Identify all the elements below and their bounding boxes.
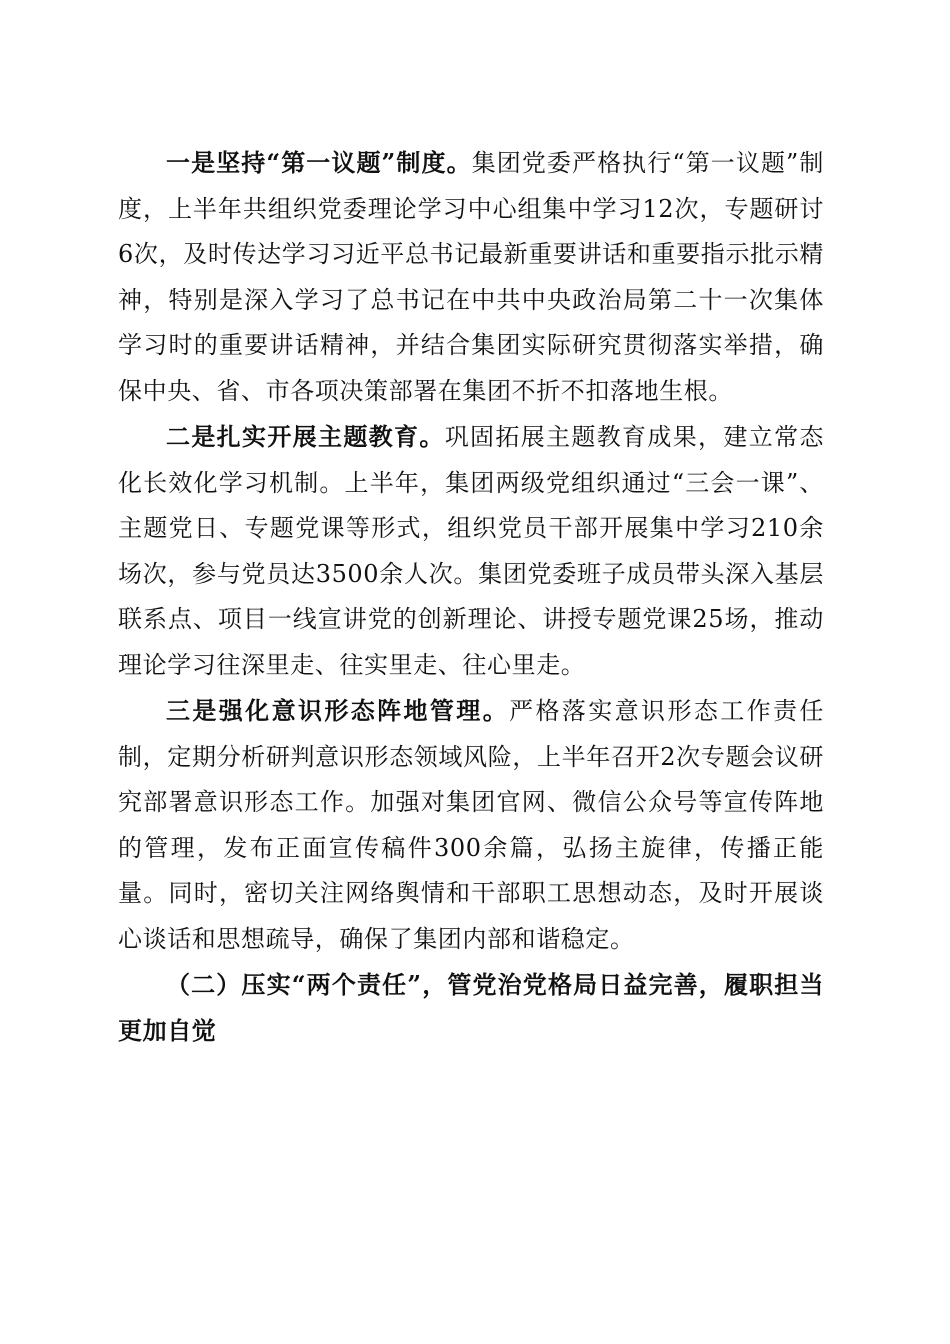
paragraph-lead: 一是坚持“第一议题”制度。: [166, 148, 472, 177]
paragraph-text: 严格落实意识形态工作责任制，定期分析研判意识形态领域风险，上半年召开2次专题会议研究部署意识形态工作。加强对集团官网、微信公众号等宣传阵地的管理，发布正面宣传稿件300余篇，弘扬主旋律，传播正能量。同时，密切关注网络舆情和干部职工思想动态，及时开展谈心谈话和思想疏导，确保了集团内部和谐稳定。: [118, 697, 824, 953]
document-body: [118, 140, 824, 1053]
paragraph-ideology-management: [118, 688, 824, 962]
section-heading: （二）压实“两个责任”，管党治党格局日益完善，履职担当更加自觉: [118, 970, 824, 1045]
paragraph-text: 集团党委严格执行“第一议题”制度，上半年共组织党委理论学习中心组集中学习12次，专题研讨6次，及时传达学习习近平总书记最新重要讲话和重要指示批示精神，特别是深入学习了总书记在中共中央政治局第二十一次集体学习时的重要讲话精神，并结合集团实际研究贯彻落实举措，确保中央、省、市各项决策部署在集团不折不扣落地生根。: [118, 149, 824, 405]
paragraph-text: 巩固拓展主题教育成果，建立常态化长效化学习机制。上半年，集团两级党组织通过“三会一课”、主题党日、专题党课等形式，组织党员干部开展集中学习210余场次，参与党员达3500余人次。集团党委班子成员带头深入基层联系点、项目一线宣讲党的创新理论、讲授专题党课25场，推动理论学习往深里走、往实里走、往心里走。: [118, 423, 825, 679]
paragraph-theme-education: [118, 414, 824, 688]
paragraph-lead: 三是强化意识形态阵地管理。: [166, 696, 510, 725]
paragraph-lead: 二是扎实开展主题教育。: [166, 422, 445, 451]
paragraph-first-agenda: [118, 140, 824, 414]
